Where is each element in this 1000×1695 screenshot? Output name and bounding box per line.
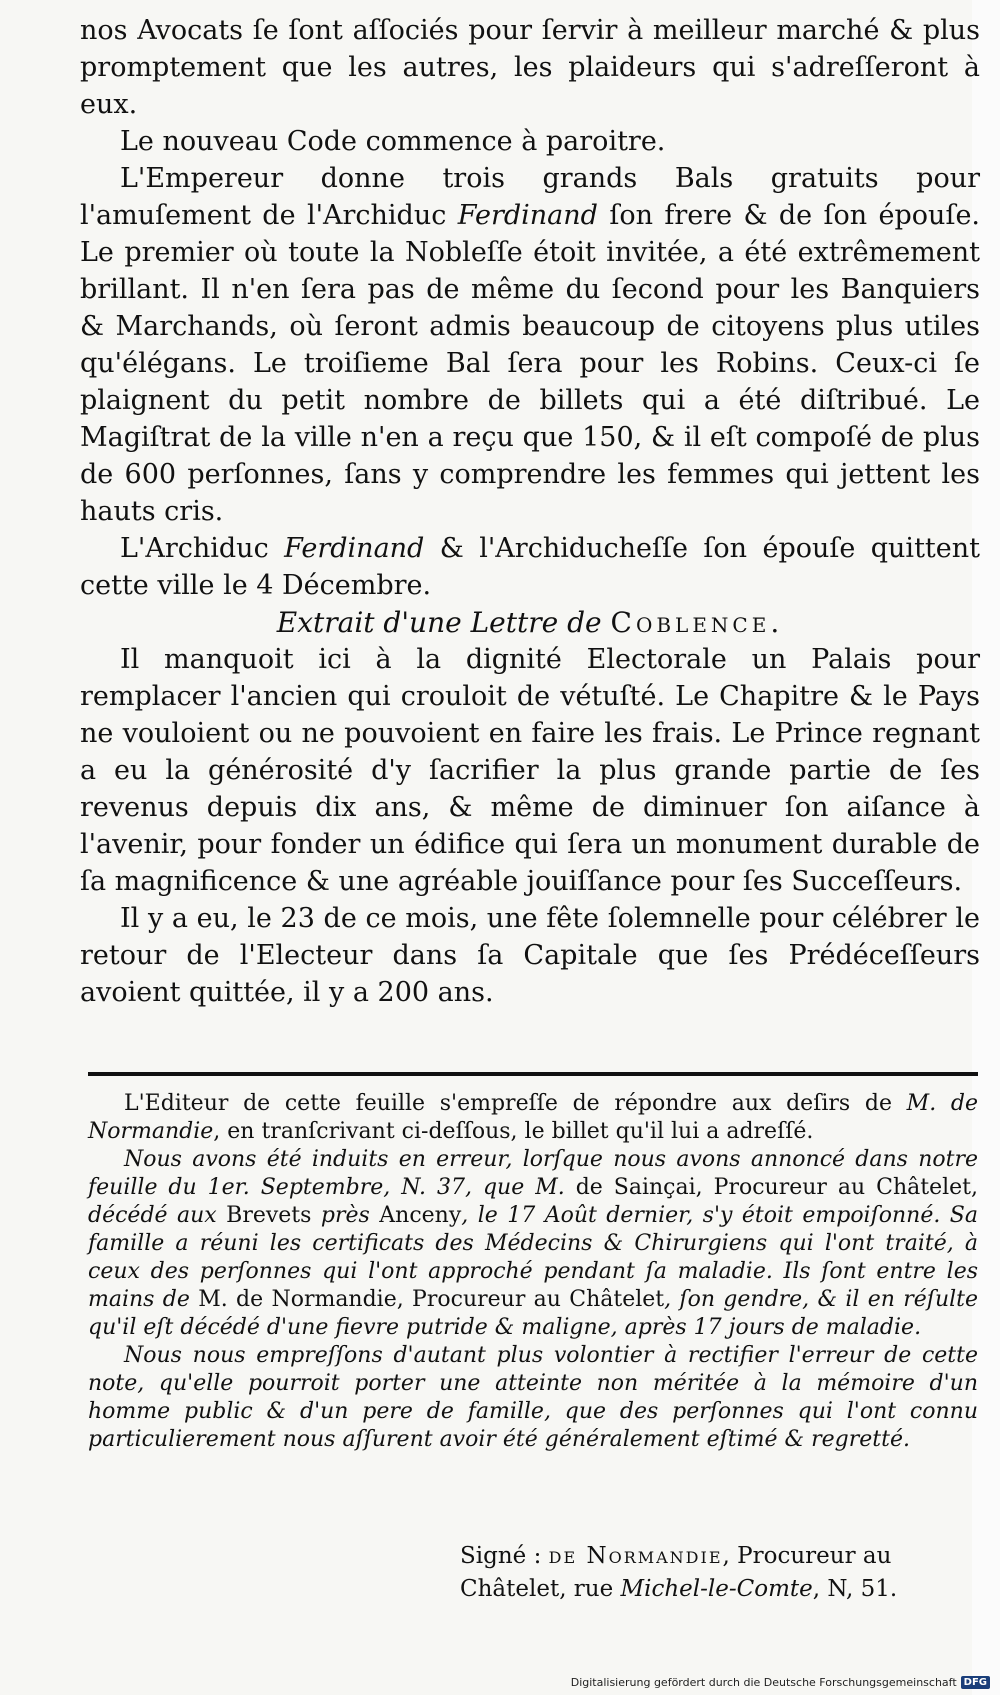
paragraph-fete: Il y a eu, le 23 de ce mois, une fête ſolemnelle pour célébrer le retour de l'Electeur dans ſa Capitale que ſes Prédéceſſeurs avoient quittée, il y a 200 ans. bbox=[80, 903, 980, 1008]
signature-address-a: Châtelet, rue bbox=[460, 1576, 621, 1602]
signature-address-b: , N, 51. bbox=[812, 1576, 898, 1602]
editor-note bbox=[88, 1090, 978, 1454]
note-intro-a: L'Editeur de cette feuille s'empreſſe de répondre aux deſirs de bbox=[124, 1091, 907, 1116]
q1-b: , Procureur au Châtelet, bbox=[695, 1175, 979, 1200]
archduke-name-2: Ferdinand bbox=[284, 533, 425, 564]
balls-text-a: L'Empereur donne trois grands Bals gratuits pour l'amuſement de l'Archiduc bbox=[80, 163, 980, 231]
q1-c: décédé aux bbox=[88, 1203, 227, 1228]
signature-block bbox=[460, 1540, 980, 1606]
paragraph-balls bbox=[80, 160, 980, 530]
q1-name2: M. de Normandie bbox=[198, 1287, 397, 1312]
note-intro-name: M. de Normandie bbox=[88, 1091, 978, 1144]
signature-title: , Procureur au bbox=[722, 1543, 892, 1569]
note-quote-1 bbox=[88, 1146, 978, 1342]
footer-credit: Digitalisierung gefördert durch die Deutsche Forschungsgemeinschaft bbox=[570, 1676, 957, 1689]
signature-name: de Normandie bbox=[548, 1543, 723, 1569]
q1-h: , ſon gendre, & il en réſulte qu'il eſt décédé d'une fievre putride & maligne, après 17 jours de maladie. bbox=[88, 1287, 979, 1340]
paragraph-palace: Il manquoit ici à la dignité Electorale un Palais pour remplacer l'ancien qui crouloit de vétuſté. Le Chapitre & le Pays ne vouloient ou ne pouvoient en faire les frais. Le Prince regnant a eu la générosité d'y ſacrifier la plus grande partie de ſes revenus depuis dix ans, & même de diminuer ſon aiſance à l'avenir, pour fonder un édifice qui ſera un monument durable de ſa magnificence & une agréable jouiſſance pour ſes Succeſſeurs. bbox=[80, 644, 980, 897]
section-divider bbox=[88, 1072, 978, 1076]
q1-e: , le 17 Août dernier, s'y étoit empoiſonné. Sa famille a réuni les certificats des Médecins & Chirurgiens qui l'ont traité, à ceux des perſonnes qui l'ont approché pendant ſa maladie. Ils ſont entre les mains de bbox=[88, 1203, 978, 1312]
signature-street: Michel-le-Comte bbox=[620, 1576, 813, 1602]
note-intro-b: , en tranſcrivant ci-deſſous, le billet qu'il lui a adreſſé. bbox=[213, 1119, 814, 1144]
departure-text-a: L'Archiduc bbox=[120, 533, 285, 564]
q1-d: près bbox=[311, 1203, 380, 1228]
heading-place: Coblence. bbox=[610, 606, 784, 639]
digitization-footer bbox=[571, 1676, 990, 1689]
dfg-logo-icon: DFG bbox=[961, 1676, 990, 1689]
paragraph-departure bbox=[80, 530, 980, 604]
main-text bbox=[80, 12, 980, 1011]
signature-line-1 bbox=[460, 1540, 980, 1573]
q1-town: Anceny bbox=[379, 1203, 462, 1228]
departure-text-b: & l'Archiducheſſe ſon épouſe quittent cette ville le 4 Décembre. bbox=[80, 533, 980, 601]
q1-name: de Sainçai bbox=[575, 1175, 696, 1200]
note-quote-2: Nous nous empreſſons d'autant plus volontier à rectifier l'erreur de cette note, qu'elle pourroit porter une atteinte non méritée à la mémoire d'un homme public & d'un pere de famille, que des perſonnes qui l'ont connu particulierement nous aſſurent avoir été généralement eſtimé & regretté. bbox=[88, 1343, 978, 1452]
paragraph-continuation: nos Avocats ſe ſont aſſociés pour ſervir à meilleur marché & plus promptement que les autres, les plaideurs qui s'adreſſeront à eux. bbox=[80, 15, 980, 120]
signature-line-2 bbox=[460, 1573, 980, 1606]
section-heading bbox=[80, 604, 980, 641]
archduke-name: Ferdinand bbox=[457, 200, 598, 231]
paragraph-code: Le nouveau Code commence à paroitre. bbox=[120, 126, 666, 157]
note-intro bbox=[88, 1090, 978, 1146]
q1-g: au Châtelet bbox=[533, 1287, 665, 1312]
signature-label: Signé : bbox=[460, 1543, 549, 1569]
q1-a: Nous avons été induits en erreur, lorſque nous avons annoncé dans notre feuille du 1er. Septembre, N. 37, que M. bbox=[88, 1147, 978, 1200]
heading-prefix: Extrait d'une Lettre de bbox=[276, 606, 611, 639]
balls-text-b: ſon frere & de ſon épouſe. Le premier où toute la Nobleſſe étoit invitée, a été extrêmement brillant. Il n'en ſera pas de même du ſecond pour les Banquiers & Marchands, où ſeront admis beaucoup de citoyens plus utiles qu'élégans. Le troiſieme Bal ſera pour les Robins. Ceux-ci ſe plaignent du petit nombre de billets qui a été diſtribué. Le Magiſtrat de la ville n'en a reçu que 150, & il eſt compoſé de plus de 600 perſonnes, ſans y comprendre les femmes qui jettent les hauts cris. bbox=[80, 200, 980, 527]
q1-place: Brevets bbox=[226, 1203, 312, 1228]
q1-f: , Procureur bbox=[396, 1287, 534, 1312]
